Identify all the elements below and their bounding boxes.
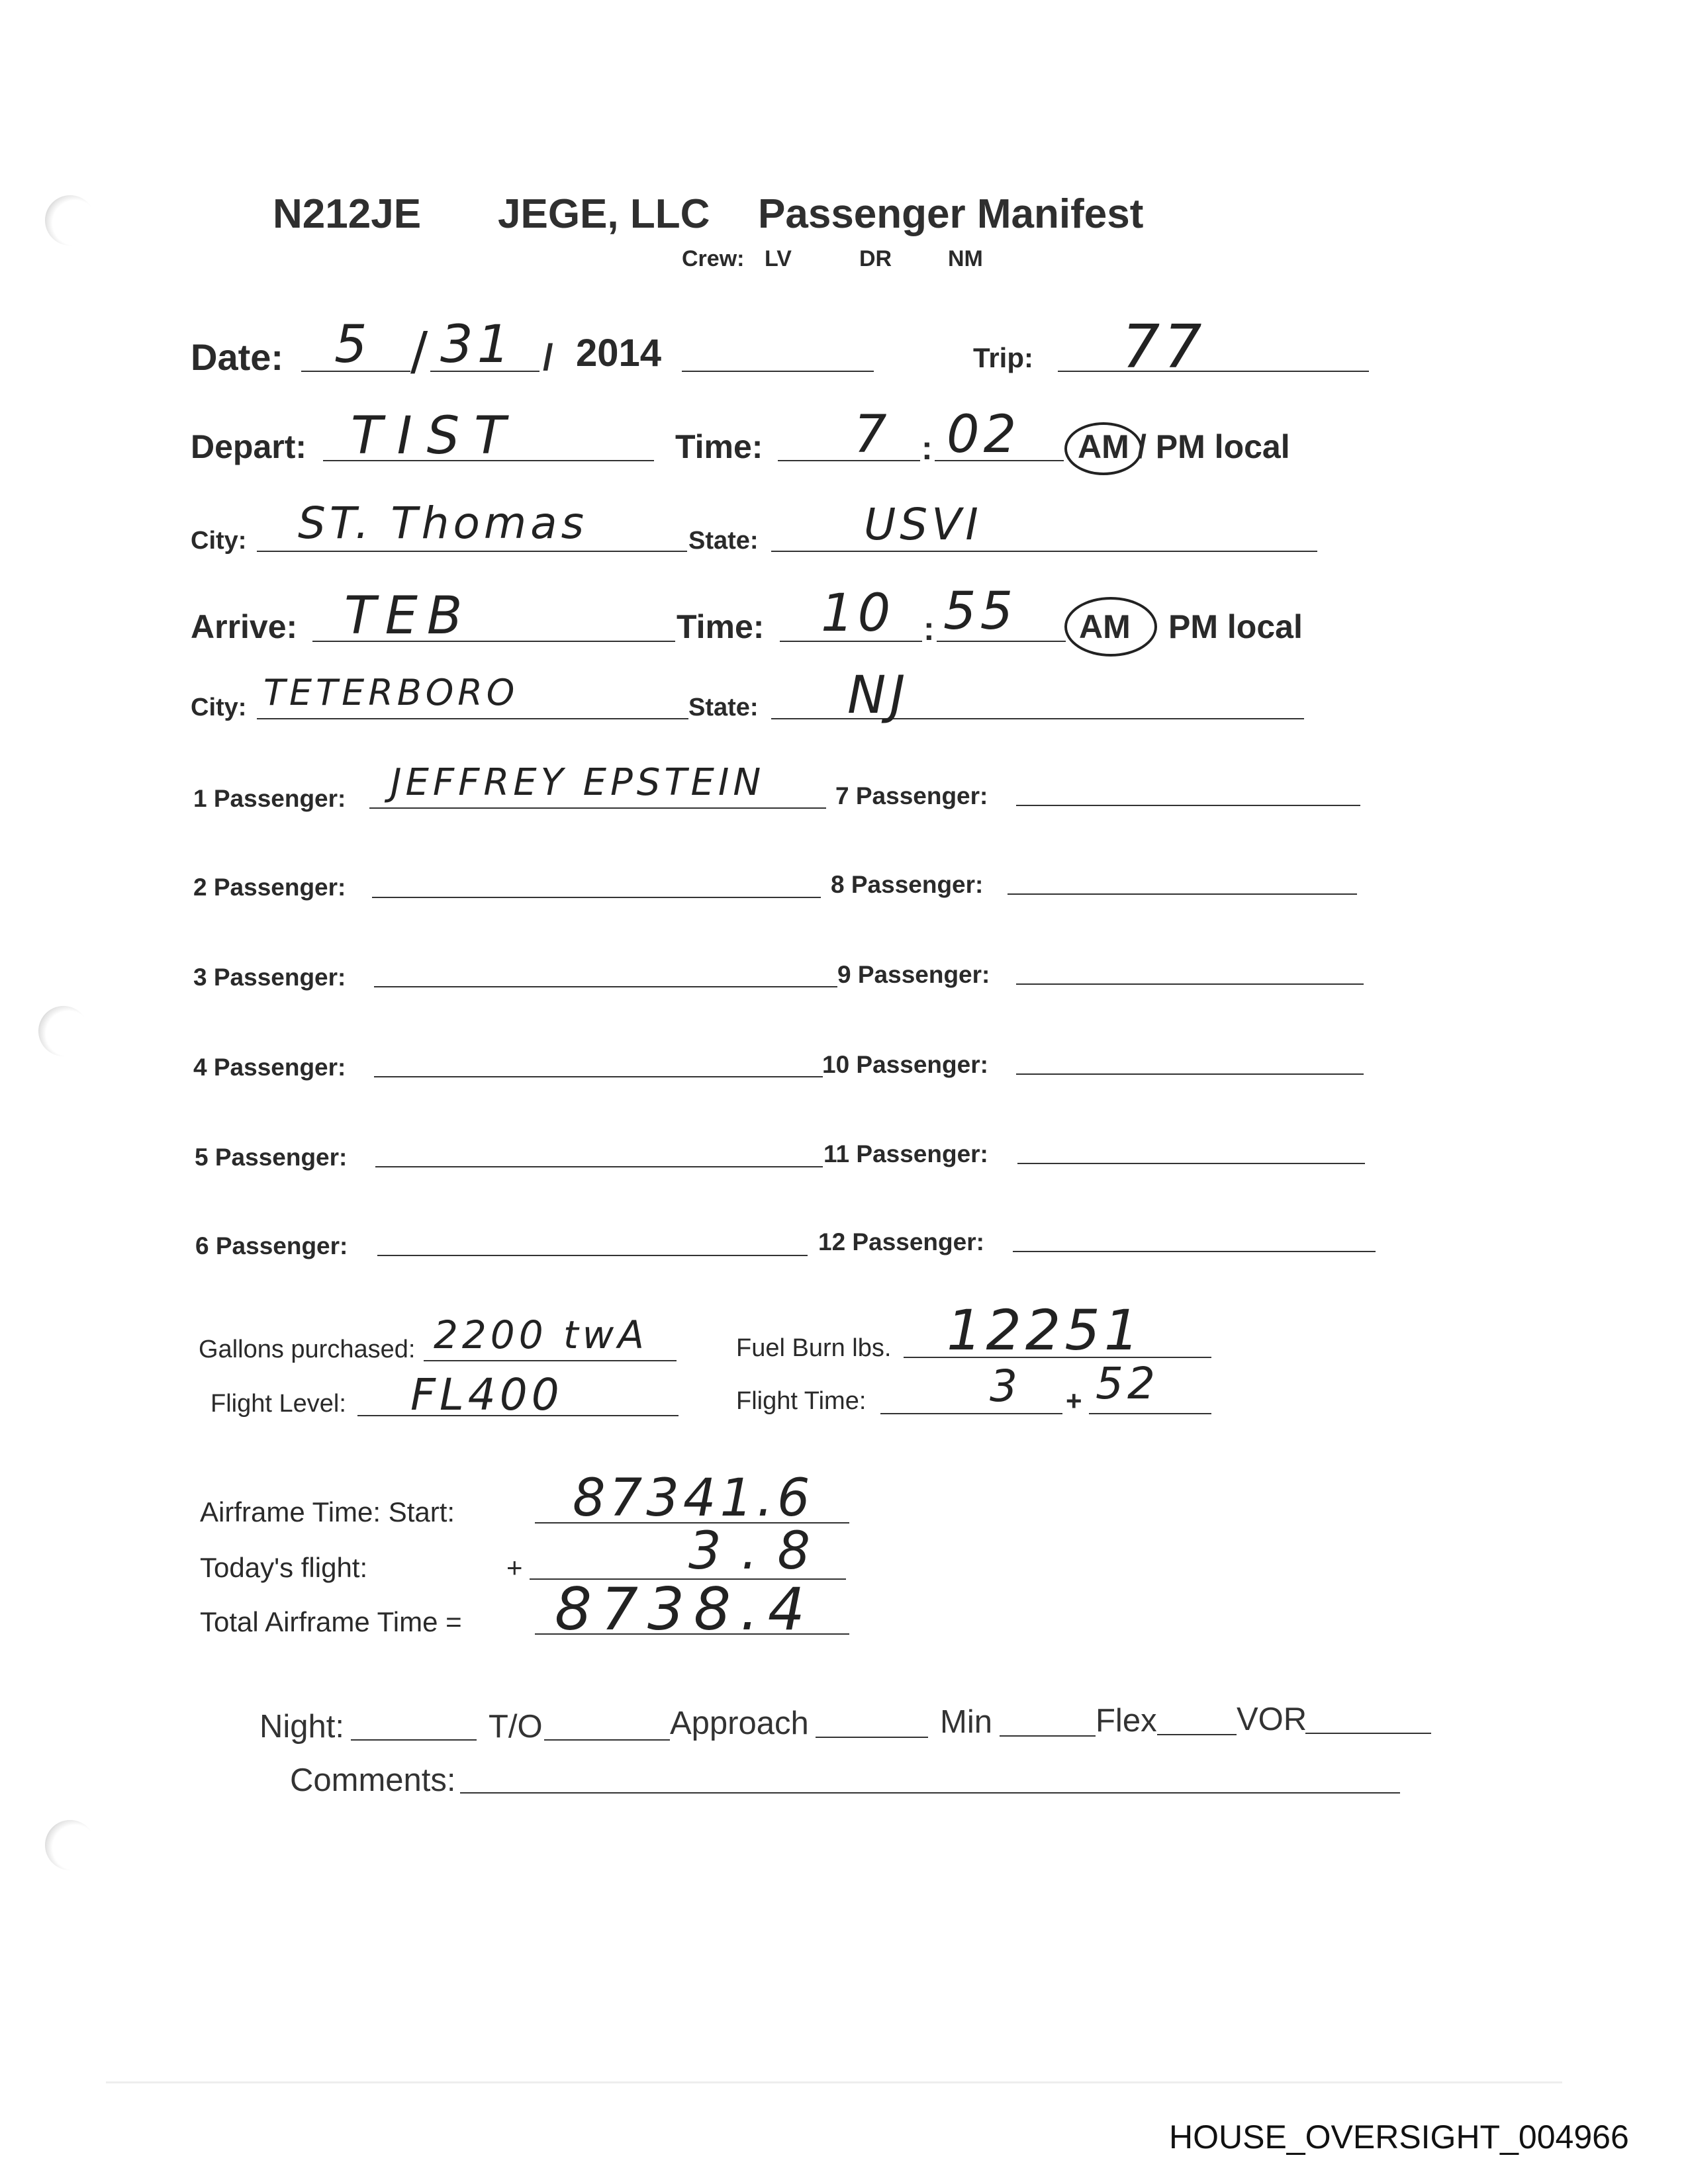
trip-label: Trip:: [973, 342, 1033, 373]
binder-hole-top: [45, 195, 95, 246]
passenger-field[interactable]: [1013, 1251, 1376, 1252]
crew-member-2: DR: [859, 246, 892, 271]
approach-label: Approach: [670, 1706, 809, 1741]
arrive-hour-value: 10: [821, 584, 895, 643]
depart-state-value: USVI: [864, 499, 982, 550]
passenger-label: 4 Passenger:: [193, 1054, 346, 1081]
depart-label: Depart:: [191, 428, 307, 465]
bates-number: HOUSE_OVERSIGHT_004966: [1169, 2118, 1629, 2156]
depart-hour-line[interactable]: [778, 460, 920, 461]
crew-label: Crew:: [682, 246, 745, 271]
flight-level-label: Flight Level:: [211, 1390, 346, 1418]
night-line[interactable]: [351, 1739, 477, 1741]
date-label: Date:: [191, 336, 284, 378]
depart-city-line[interactable]: [257, 551, 687, 552]
approach-line[interactable]: [816, 1737, 928, 1738]
gallons-purchased-value: 2200 twA: [434, 1312, 648, 1357]
date-year-line[interactable]: [682, 371, 874, 372]
passenger-label: 7 Passenger:: [835, 782, 988, 809]
scan-artifact-line: [106, 2081, 1562, 2083]
arrive-state-value: NJ: [847, 666, 910, 725]
passenger-label: 9 Passenger:: [837, 961, 990, 988]
flight-time-hours-line[interactable]: [880, 1413, 1062, 1414]
crew-member-1: LV: [765, 246, 792, 271]
passenger-field[interactable]: [1008, 893, 1357, 895]
depart-city-value: ST. Thomas: [298, 498, 588, 549]
flex-label: Flex: [1096, 1703, 1157, 1739]
date-month-value: 5: [334, 315, 371, 375]
flight-time-label: Flight Time:: [736, 1387, 867, 1415]
arrive-city-line[interactable]: [257, 718, 688, 719]
depart-time-colon: :: [921, 430, 933, 467]
gallons-purchased-line[interactable]: [424, 1360, 677, 1361]
night-label: Night:: [259, 1709, 345, 1745]
passenger-field[interactable]: [1016, 805, 1360, 806]
depart-city-label: City:: [191, 527, 247, 555]
date-separator-2: /: [543, 336, 553, 378]
passenger-field[interactable]: [1016, 983, 1364, 985]
depart-airport-value: TIST: [351, 406, 520, 466]
arrive-state-label: State:: [688, 694, 759, 721]
arrive-city-value: TETERBORO: [263, 672, 519, 713]
date-day-value: 31: [440, 315, 514, 375]
arrive-time-label: Time:: [677, 608, 765, 645]
depart-minute-value: 02: [947, 405, 1021, 465]
airframe-start-label: Airframe Time: Start:: [200, 1496, 455, 1527]
arrive-airport-value: TEB: [344, 586, 472, 646]
total-airframe-label: Total Airframe Time =: [200, 1606, 462, 1637]
trip-line[interactable]: [1058, 371, 1369, 372]
airframe-start-value: 87341.6: [573, 1469, 814, 1528]
flight-time-hours-value: 3: [990, 1361, 1021, 1412]
vor-line[interactable]: [1305, 1733, 1431, 1734]
total-airframe-value: 8738.4: [555, 1575, 814, 1643]
depart-state-label: State:: [688, 527, 759, 555]
min-line[interactable]: [1000, 1735, 1096, 1737]
arrive-pm-local: PM local: [1168, 608, 1303, 645]
passenger-field[interactable]: [374, 1076, 823, 1077]
flex-line[interactable]: [1157, 1734, 1237, 1735]
min-label: Min: [940, 1704, 992, 1740]
comments-line[interactable]: [460, 1792, 1400, 1794]
todays-flight-label: Today's flight:: [200, 1552, 368, 1583]
passenger-field[interactable]: [375, 1166, 823, 1167]
crew-member-3: NM: [948, 246, 983, 271]
trip-value: 77: [1122, 312, 1206, 382]
depart-hour-value: 7: [854, 405, 891, 465]
depart-pm-local: / PM local: [1137, 428, 1290, 465]
company-name: JEGE, LLC: [498, 191, 710, 237]
passenger-label: 2 Passenger:: [193, 874, 346, 901]
form-title: Passenger Manifest: [758, 191, 1144, 237]
passenger-field[interactable]: [377, 1255, 808, 1256]
fuel-burn-label: Fuel Burn lbs.: [736, 1334, 892, 1362]
passenger-label: 10 Passenger:: [822, 1051, 988, 1078]
passenger-field[interactable]: [1016, 1073, 1364, 1075]
depart-time-label: Time:: [675, 428, 763, 465]
passenger-value: JEFFREY EPSTEIN: [391, 761, 765, 804]
arrive-time-colon: :: [923, 610, 935, 647]
fuel-burn-value: 12251: [947, 1298, 1144, 1363]
passenger-field[interactable]: [374, 986, 837, 987]
takeoff-line[interactable]: [544, 1739, 670, 1741]
todays-flight-value: 3.8: [688, 1522, 831, 1581]
passenger-label: 1 Passenger:: [193, 785, 346, 812]
passenger-label: 3 Passenger:: [193, 964, 346, 991]
arrive-am: AM: [1079, 608, 1131, 645]
tail-number: N212JE: [273, 191, 422, 237]
passenger-label: 6 Passenger:: [195, 1232, 348, 1259]
arrive-minute-value: 55: [943, 582, 1017, 641]
passenger-field[interactable]: [372, 897, 821, 898]
arrive-city-label: City:: [191, 694, 247, 721]
flight-time-minutes-line[interactable]: [1089, 1413, 1211, 1414]
binder-hole-bottom: [45, 1820, 95, 1870]
passenger-label: 5 Passenger:: [195, 1144, 348, 1171]
flight-time-plus: +: [1066, 1385, 1082, 1416]
gallons-purchased-label: Gallons purchased:: [199, 1336, 416, 1363]
passenger-field[interactable]: [1017, 1163, 1365, 1164]
vor-label: VOR: [1237, 1702, 1307, 1737]
arrive-label: Arrive:: [191, 608, 298, 645]
binder-hole-middle: [38, 1006, 89, 1056]
passenger-field[interactable]: [369, 807, 826, 809]
depart-am: AM: [1078, 428, 1129, 465]
date-year-value: 2014: [576, 332, 662, 375]
passenger-label: 12 Passenger:: [818, 1228, 984, 1255]
takeoff-label: T/O: [489, 1709, 543, 1745]
todays-flight-plus: +: [506, 1552, 523, 1583]
flight-time-minutes-value: 52: [1096, 1358, 1159, 1409]
flight-level-value: FL400: [410, 1369, 563, 1420]
passenger-label: 8 Passenger:: [831, 871, 984, 898]
depart-state-line[interactable]: [771, 551, 1317, 552]
date-separator-1: /: [410, 322, 432, 381]
passenger-label: 11 Passenger:: [823, 1140, 988, 1167]
comments-label: Comments:: [290, 1762, 456, 1798]
